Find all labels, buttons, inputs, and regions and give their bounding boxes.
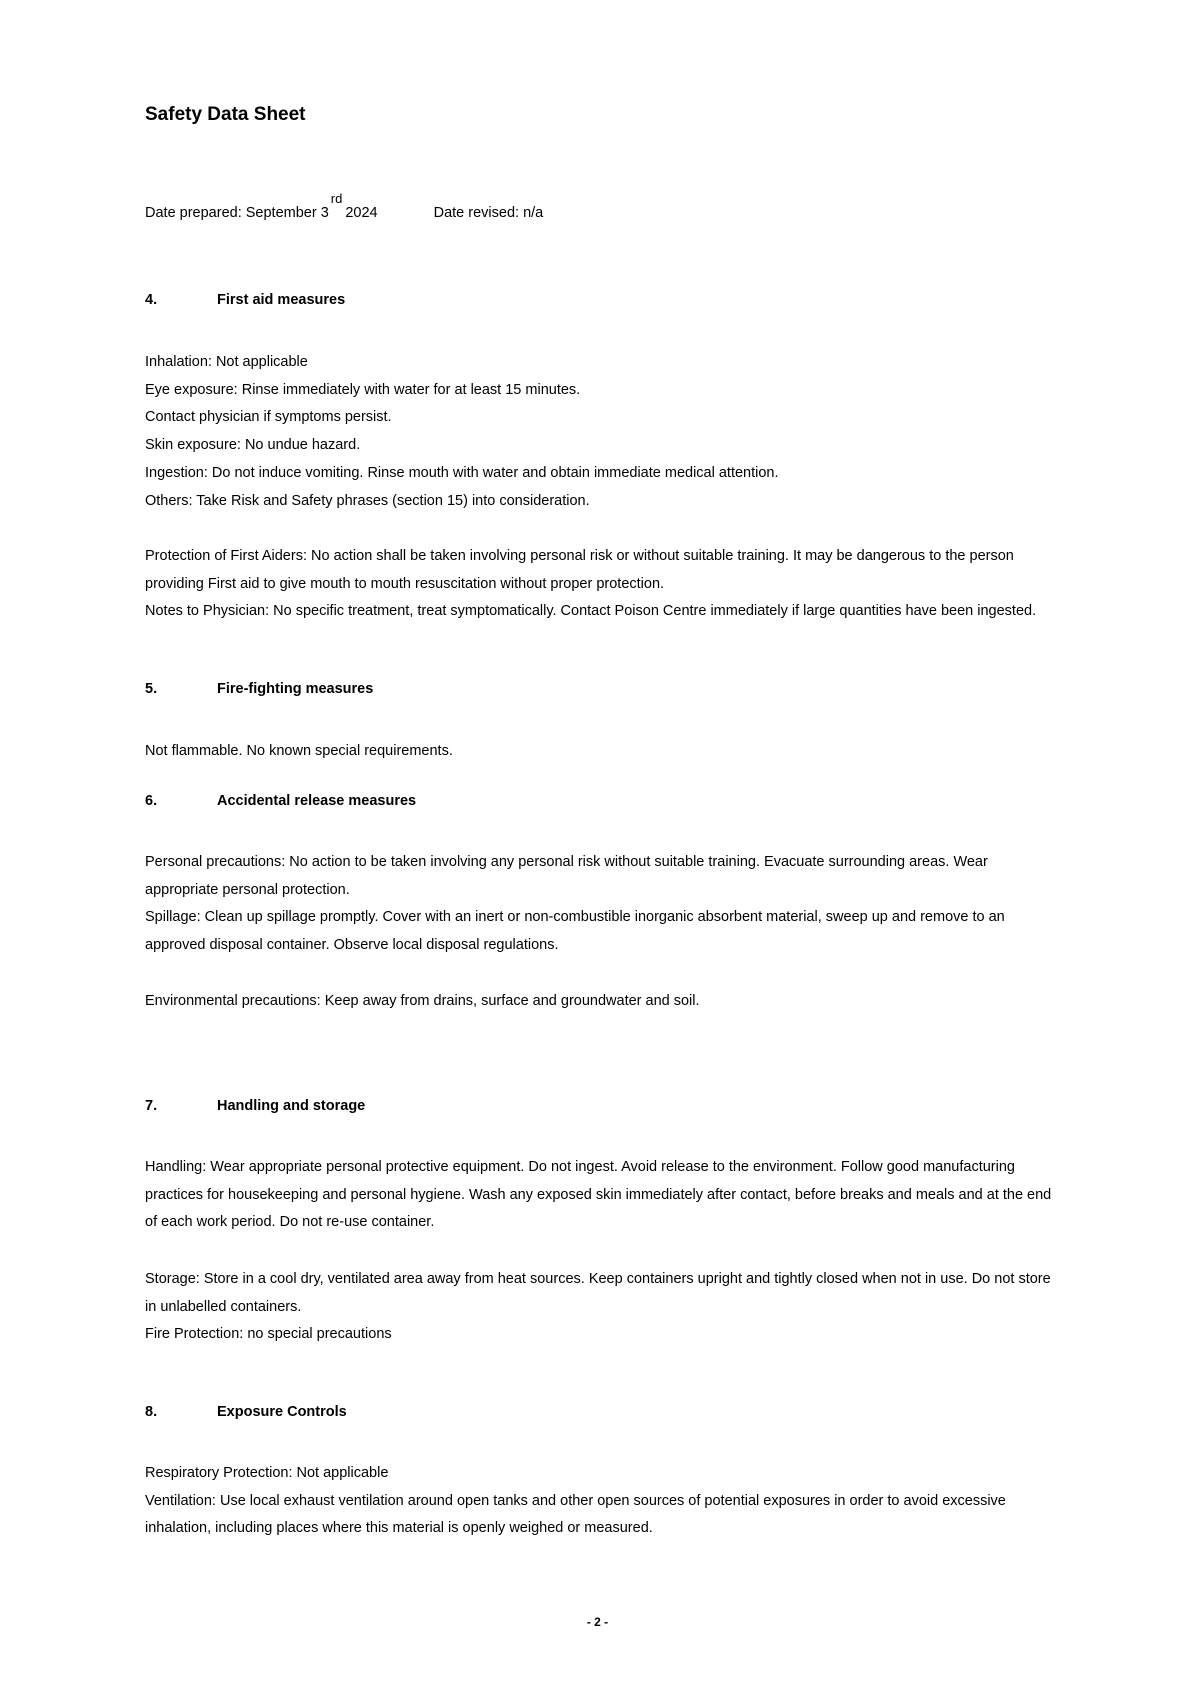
section-title: Accidental release measures [217, 793, 417, 809]
section-number: 7. [145, 1098, 158, 1114]
section-5-block-1 [145, 738, 1065, 766]
section-heading-5 [145, 681, 373, 697]
section-number: 8. [145, 1404, 158, 1420]
paragraph: Ventilation: Use local exhaust ventilation around open tanks and other open sources of potential exposures in order to avoid excessive inhalation, including places where this material is openly weighed or measured. [145, 1492, 1006, 1537]
paragraph: Ingestion: Do not induce vomiting. Rinse mouth with water and obtain immediate medical attention. [145, 464, 779, 481]
section-7-block-2 [145, 1266, 1065, 1349]
paragraph: Eye exposure: Rinse immediately with water for at least 15 minutes. [145, 381, 581, 398]
section-8-block-1 [145, 1460, 1065, 1543]
paragraph: Contact physician if symptoms persist. [145, 409, 392, 426]
section-number: 6. [145, 793, 158, 809]
section-number: 4. [145, 292, 158, 308]
section-title: Exposure Controls [217, 1404, 347, 1420]
section-title: Handling and storage [217, 1098, 366, 1114]
paragraph: Respiratory Protection: Not applicable [145, 1465, 389, 1481]
document-page [145, 0, 1065, 1684]
date-prepared-year: 2024 [345, 205, 378, 221]
paragraph: Spillage: Clean up spillage promptly. Cover with an inert or non-combustible inorganic absorbent material, sweep up and remove to an approved disposal container. Observe local disposal regulations. [145, 909, 1005, 954]
paragraph: Environmental precautions: Keep away from drains, surface and groundwater and soil. [145, 993, 700, 1009]
paragraph: Protection of First Aiders: No action shall be taken involving personal risk or without suitable training. It may be dangerous to the person providing First aid to give mouth to mouth resuscitation without proper protection. [145, 548, 1014, 592]
section-6-block-2 [145, 988, 1065, 1016]
section-7-block-1 [145, 1154, 1065, 1237]
paragraph: Others: Take Risk and Safety phrases (section 15) into consideration. [145, 492, 590, 509]
section-heading-7 [145, 1098, 365, 1114]
paragraph: Fire Protection: no special precautions [145, 1326, 392, 1343]
page-number: - 2 - [586, 1615, 609, 1629]
section-heading-4 [145, 292, 345, 308]
date-prepared-label: Date prepared: September 3 [145, 205, 329, 221]
section-6-block-1 [145, 849, 1065, 960]
paragraph: Personal precautions: No action to be taken involving any personal risk without suitable training. Evacuate surrounding areas. Wear appropriate personal protection. [145, 854, 988, 898]
document-title: Safety Data Sheet [145, 104, 306, 125]
paragraph: Storage: Store in a cool dry, ventilated area away from heat sources. Keep containers upright and tightly closed when not in use. Do not store in unlabelled containers. [145, 1271, 1051, 1315]
section-heading-8 [145, 1404, 347, 1420]
date-line [145, 191, 544, 221]
date-revised: Date revised: n/a [433, 205, 544, 221]
section-4-block-1 [145, 349, 1065, 515]
paragraph: Handling: Wear appropriate personal protective equipment. Do not ingest. Avoid release to the environment. Follow good manufacturing practices for housekeeping and personal hygiene. Wash any exposed skin immediately after contact, before breaks and meals and at the end of each work period. Do not re-use container. [145, 1159, 1052, 1231]
paragraph: Not flammable. No known special requirements. [145, 743, 453, 759]
section-4-block-2 [145, 543, 1065, 626]
section-number: 5. [145, 681, 158, 697]
paragraph: Skin exposure: No undue hazard. [145, 437, 361, 454]
section-heading-6 [145, 793, 416, 809]
section-title: Fire-fighting measures [217, 681, 374, 697]
section-title: First aid measures [217, 292, 346, 308]
date-ordinal-suffix: rd [330, 191, 343, 206]
paragraph: Notes to Physician: No specific treatment, treat symptomatically. Contact Poison Centre immediately if large quantities have been ingested. [145, 603, 1037, 620]
paragraph: Inhalation: Not applicable [145, 354, 308, 370]
